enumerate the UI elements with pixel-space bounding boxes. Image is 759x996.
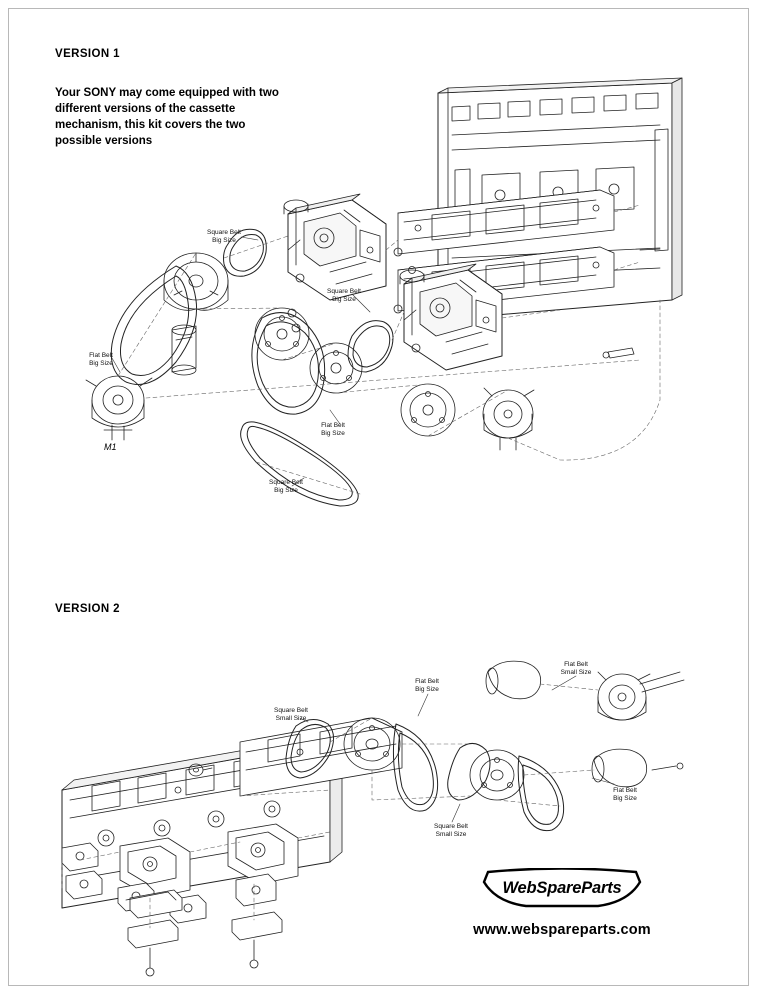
callout-line-1: Square Belt xyxy=(327,288,361,295)
flywheel-v2-2 xyxy=(470,750,524,800)
callout-line-2: Small Size xyxy=(435,831,467,838)
callout-line-2: Small Size xyxy=(560,669,592,676)
website-url: www.webspareparts.com xyxy=(473,922,651,938)
logo-text: WebSpareParts xyxy=(502,879,622,897)
square-belt-small-2 xyxy=(448,743,490,800)
callout-line-2: Big Size xyxy=(212,237,236,244)
logo-badge xyxy=(478,868,646,910)
callout-line-1: Flat Belt xyxy=(89,352,113,359)
footer-branding xyxy=(452,868,672,938)
callout-line-2: Big Size xyxy=(613,795,637,802)
callout-v2-flat-belt-big-1 xyxy=(403,678,451,694)
callout-v2-square-belt-small-2 xyxy=(422,823,480,839)
callout-line-1: Flat Belt xyxy=(564,661,588,668)
callout-line-2: Big Size xyxy=(415,686,439,693)
motor-v2-right xyxy=(598,672,684,720)
callout-line-2: Big Size xyxy=(89,360,113,367)
callout-line-1: Flat Belt xyxy=(415,678,439,685)
callout-line-2: Big Size xyxy=(274,487,298,494)
callout-v2-square-belt-small-1 xyxy=(262,707,320,723)
motor-label-m1: M1 xyxy=(104,442,117,452)
callout-v2-flat-belt-small-1 xyxy=(550,661,602,677)
callout-line-2: Big Size xyxy=(332,296,356,303)
callout-line-1: Square Belt xyxy=(269,479,303,486)
callout-line-2: Big Size xyxy=(321,430,345,437)
callout-line-2: Small Size xyxy=(275,715,307,722)
flat-belt-small-v2-1 xyxy=(518,756,563,831)
intro-paragraph: Your SONY may come equipped with two different versions of the cassette mechanism, this kit covers the two possible versions xyxy=(55,87,279,147)
version-2-title: VERSION 2 xyxy=(55,603,120,615)
callout-line-1: Square Belt xyxy=(207,229,241,236)
callout-line-1: Flat Belt xyxy=(321,422,345,429)
callout-v2-flat-belt-big-2 xyxy=(601,787,649,803)
callout-line-1: Square Belt xyxy=(434,823,468,830)
callout-line-1: Flat Belt xyxy=(613,787,637,794)
capstan-cone-v2-2 xyxy=(592,749,683,787)
callout-line-1: Square Belt xyxy=(274,707,308,714)
version-1-title: VERSION 1 xyxy=(55,48,120,60)
capstan-cone-v2-1 xyxy=(486,661,541,699)
